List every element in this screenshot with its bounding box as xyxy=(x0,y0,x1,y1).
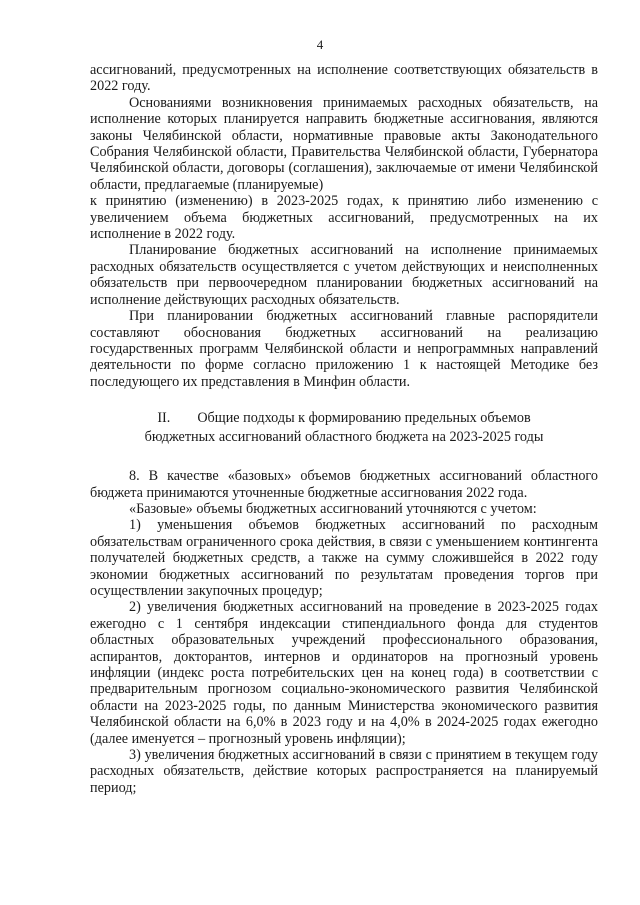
paragraph: При планировании бюджетных ассигнований главные распорядители составляют обоснования бюджетных ассигнований на реализацию государственных программ Челябинской области и непрограммных направлений деятельности по форме согласно приложению 1 к настоящей Методике без последующего их представления в Минфин области. xyxy=(90,308,598,390)
paragraph: 3) увеличения бюджетных ассигнований в связи с принятием в текущем году расходных обязательств, действие которых распространяется на планируемый период; xyxy=(90,747,598,796)
section-heading-line1 xyxy=(90,409,598,428)
section-heading xyxy=(90,409,598,447)
document-body xyxy=(90,62,598,796)
paragraph: ассигнований, предусмотренных на исполнение соответствующих обязательств в 2022 году. xyxy=(90,62,598,95)
section-title-line1: Общие подходы к формированию предельных объемов xyxy=(197,410,531,427)
page-number: 4 xyxy=(316,37,324,52)
paragraph: Планирование бюджетных ассигнований на исполнение принимаемых расходных обязательств осуществляется с учетом действующих и неисполненных обязательств при первоочередном планировании бюджетных ассигнований на исполнение действующих расходных обязательств. xyxy=(90,242,598,308)
paragraph: к принятию (изменению) в 2023-2025 годах, к принятию либо изменению с увеличением объема бюджетных ассигнований, предусмотренных на их исполнение в 2022 году. xyxy=(90,193,598,243)
paragraph: 2) увеличения бюджетных ассигнований на проведение в 2023-2025 годах ежегодно с 1 сентября индексации стипендиального фонда для студентов областных образовательных учреждений профессионального образования, аспирантов, докторантов, интернов и ординаторов на прогнозный уровень инфляции (индекс роста потребительских цен на конец года) в соответствии с предварительным прогнозом социально-экономического развития Челябинской области на 2023-2025 годы, по данным Министерства экономического развития Челябинской области на 6,0% в 2023 году и на 4,0% в 2024-2025 годах ежегодно (далее именуется – прогнозный уровень инфляции); xyxy=(90,599,598,747)
section-title-line2: бюджетных ассигнований областного бюджета на 2023-2025 годы xyxy=(144,429,544,446)
paragraph: 8. В качестве «базовых» объемов бюджетных ассигнований областного бюджета принимаются уточненные бюджетные ассигнования 2022 года. xyxy=(90,468,598,501)
paragraph: 1) уменьшения объемов бюджетных ассигнований по расходным обязательствам ограниченного срока действия, в связи с уменьшением контингента получателей бюджетных средств, а также на сумму сложившейся в 2022 году экономии бюджетных ассигнований по результатам проведения торгов при осуществлении закупочных процедур; xyxy=(90,517,598,599)
paragraph-group-intro xyxy=(90,62,598,390)
section-number: II. xyxy=(157,410,171,427)
paragraph: «Базовые» объемы бюджетных ассигнований уточняются с учетом: xyxy=(129,500,537,517)
paragraph: Основаниями возникновения принимаемых расходных обязательств, на исполнение которых планируется направить бюджетные ассигнования, являются законы Челябинской области, нормативные правовые акты Законодательного Собрания Челябинской области, Правительства Челябинской области, Губернатора Челябинской области, договоры (соглашения), заключаемые от имени Челябинской области, предлагаемые (планируемые) xyxy=(90,94,598,193)
paragraph-group-section-2 xyxy=(90,468,598,796)
